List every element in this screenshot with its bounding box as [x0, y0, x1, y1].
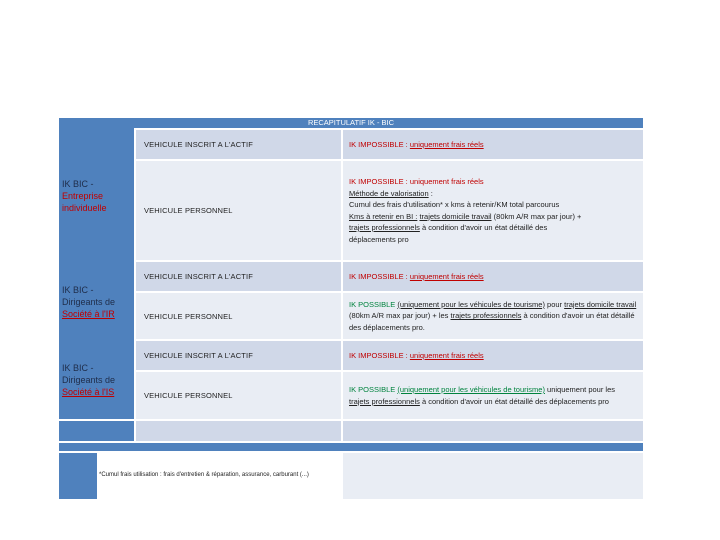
rule-line: déplacements pro: [349, 234, 409, 244]
group-prefix: IK BIC -: [62, 179, 94, 189]
rule-cell: [343, 130, 643, 159]
recap-table: [59, 118, 643, 499]
group-label-line: individuelle: [62, 203, 107, 213]
ik-impossible-label: IK IMPOSSIBLE :: [349, 139, 410, 149]
empty-row-mid: [136, 421, 341, 441]
table-header: [59, 118, 643, 128]
rule-cell: IK POSSIBLE (uniquement pour les véhicules de tourisme) uniquement pour les trajets professionnels à condition d'avoir un état détaillé des déplacements pro: [343, 372, 643, 419]
group-label-line: Société à l'IS: [62, 387, 115, 397]
rule-cell: [343, 341, 643, 370]
group-prefix: IK BIC -: [62, 285, 94, 295]
ik-impossible-label: IK IMPOSSIBLE :: [349, 350, 410, 360]
group-dirigeants-ir: [59, 282, 134, 322]
empty-row-left: [59, 421, 134, 441]
ik-possible-label: IK POSSIBLE: [349, 299, 396, 309]
rule-line: IK IMPOSSIBLE : uniquement frais réels: [349, 177, 484, 186]
ik-impossible-label: IK IMPOSSIBLE :: [349, 271, 410, 281]
footnote-cell: [59, 453, 341, 499]
group-label-line: Société à l'IR: [62, 309, 115, 319]
group-label-line: Dirigeants de: [62, 297, 116, 307]
ik-possible-label: IK POSSIBLE: [349, 385, 396, 394]
vehicle-label: VEHICULE INSCRIT A L'ACTIF: [136, 341, 341, 370]
vehicle-label: VEHICULE PERSONNEL: [136, 293, 341, 339]
rule-cell: IK IMPOSSIBLE : uniquement frais réels Méthode de valorisation : Cumul des frais d'utilisation* x kms à retenir/KM total parcourus Kms à retenir en BI : trajets domicile travail (80km A/R max par jour) + trajets professionnels à condition d'avoir un état détaillé des déplacements pro: [343, 161, 643, 260]
group-label-line: Dirigeants de: [62, 375, 116, 385]
group-label-line: Entreprise: [62, 191, 104, 201]
table-title: RECAPITULATIF IK - BIC: [307, 118, 395, 127]
footnote-row-right: [343, 453, 643, 499]
frais-reels-link: uniquement frais réels: [409, 350, 484, 360]
group-prefix: IK BIC -: [62, 363, 94, 373]
separator-band: [59, 443, 643, 451]
frais-reels-link: uniquement frais réels: [409, 139, 484, 149]
vehicle-label: VEHICULE PERSONNEL: [136, 372, 341, 419]
rule-line: Cumul des frais d'utilisation* x kms à retenir/KM total parcourus: [349, 200, 560, 209]
group-entreprise-individuelle: [59, 176, 134, 216]
vehicle-label: VEHICULE INSCRIT A L'ACTIF: [136, 262, 341, 291]
method-label: Méthode de valorisation: [349, 188, 429, 198]
rule-cell: [343, 262, 643, 291]
frais-reels-link: uniquement frais réels: [409, 271, 484, 281]
rule-cell: IK POSSIBLE (uniquement pour les véhicules de tourisme) pour trajets domicile travail (80km A/R max par jour) + les trajets professionnels à condition d'avoir un état détaillé des déplacements pro.: [343, 293, 643, 339]
vehicle-label: VEHICULE INSCRIT A L'ACTIF: [136, 130, 341, 159]
vehicle-label: VEHICULE PERSONNEL: [136, 161, 341, 260]
group-dirigeants-is: [59, 360, 134, 400]
footnote-text: *Cumul frais utilisation : frais d'entretien & réparation, assurance, carburant (...): [99, 472, 309, 478]
empty-row-right: [343, 421, 643, 441]
